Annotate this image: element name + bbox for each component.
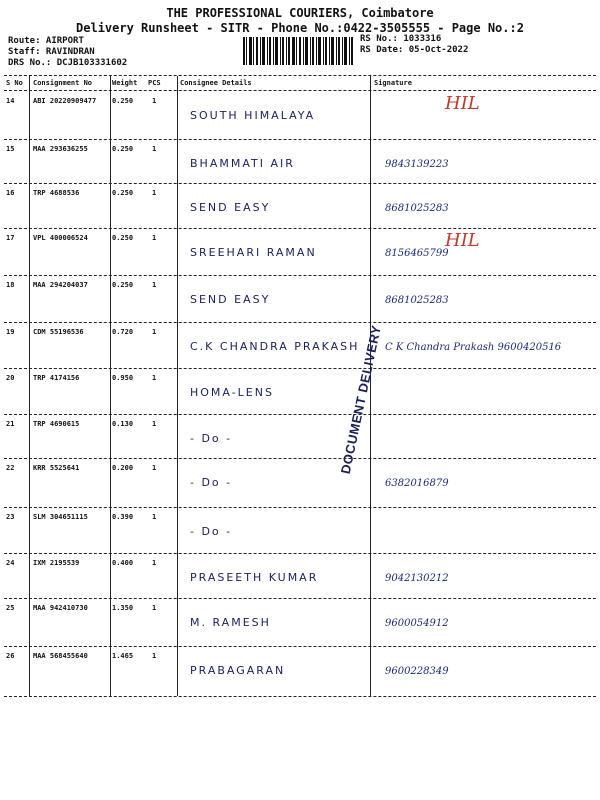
row-weight: 0.950 bbox=[112, 374, 134, 382]
row-weight: 0.200 bbox=[112, 464, 134, 472]
table-row bbox=[0, 281, 600, 321]
row-divider bbox=[4, 322, 596, 323]
row-weight: 0.250 bbox=[112, 145, 134, 153]
row-divider bbox=[4, 458, 596, 459]
row-pcs: 1 bbox=[152, 420, 157, 428]
row-consignment: CDM 55196536 bbox=[33, 328, 84, 336]
consignee-handwriting: SEND EASY bbox=[190, 293, 271, 306]
row-pcs: 1 bbox=[152, 234, 157, 242]
consignee-handwriting: - Do - bbox=[190, 476, 233, 489]
route-label: Route: AIRPORT bbox=[8, 36, 84, 46]
row-pcs: 1 bbox=[152, 559, 157, 567]
row-pcs: 1 bbox=[152, 145, 157, 153]
header-top-divider bbox=[4, 75, 596, 76]
table-row bbox=[0, 513, 600, 553]
signature-handwriting: C K Chandra Prakash 9600420516 bbox=[385, 342, 562, 353]
staff-label: Staff: RAVINDRAN bbox=[8, 47, 95, 57]
row-consignment: MAA 942410730 bbox=[33, 604, 88, 612]
row-consignment: KRR 5525641 bbox=[33, 464, 80, 472]
signature-handwriting: 8681025283 bbox=[385, 203, 449, 214]
row-consignment: VPL 400006524 bbox=[33, 234, 88, 242]
col-weight: Weight bbox=[112, 79, 138, 87]
meta-left bbox=[8, 36, 127, 69]
row-pcs: 1 bbox=[152, 513, 157, 521]
meta-right bbox=[360, 34, 468, 56]
runsheet-subtitle: Delivery Runsheet - SITR - Phone No.:0422-3505555 - Page No.:2 bbox=[76, 21, 524, 35]
document-delivery-stamp: DOCUMENT DELIVERY bbox=[337, 323, 384, 476]
row-divider bbox=[4, 228, 596, 229]
row-consignment: MAA 294204037 bbox=[33, 281, 88, 289]
row-sno: 21 bbox=[6, 420, 15, 428]
row-sno: 18 bbox=[6, 281, 15, 289]
row-divider bbox=[4, 139, 596, 140]
signature-handwriting: 9843139223 bbox=[385, 159, 449, 170]
row-sno: 22 bbox=[6, 464, 15, 472]
row-pcs: 1 bbox=[152, 281, 157, 289]
row-divider bbox=[4, 507, 596, 508]
table-row bbox=[0, 464, 600, 504]
row-pcs: 1 bbox=[152, 328, 157, 336]
row-weight: 0.390 bbox=[112, 513, 134, 521]
signature-handwriting: 9042130212 bbox=[385, 573, 449, 584]
consignee-handwriting: M. RAMESH bbox=[190, 616, 271, 629]
table-row bbox=[0, 559, 600, 599]
row-pcs: 1 bbox=[152, 97, 157, 105]
consignee-handwriting: PRASEETH KUMAR bbox=[190, 571, 319, 584]
rs-date: RS Date: 05-Oct-2022 bbox=[360, 45, 469, 55]
signature-handwriting: 8681025283 bbox=[385, 295, 449, 306]
consignee-handwriting: SOUTH HIMALAYA bbox=[190, 109, 316, 122]
col-consignee: Consignee Details bbox=[180, 79, 252, 87]
row-pcs: 1 bbox=[152, 189, 157, 197]
row-sno: 14 bbox=[6, 97, 15, 105]
row-divider bbox=[4, 696, 596, 697]
row-weight: 0.400 bbox=[112, 559, 134, 567]
row-weight: 0.250 bbox=[112, 97, 134, 105]
row-sno: 20 bbox=[6, 374, 15, 382]
table-row bbox=[0, 604, 600, 644]
company-title: THE PROFESSIONAL COURIERS, Coimbatore bbox=[166, 6, 434, 20]
row-divider bbox=[4, 275, 596, 276]
row-weight: 0.250 bbox=[112, 281, 134, 289]
consignee-handwriting: C.K CHANDRA PRAKASH bbox=[190, 340, 360, 353]
table-row bbox=[0, 93, 600, 137]
drs-label: DRS No.: DCJB103331602 bbox=[8, 58, 128, 68]
rs-number: RS No.: 1033316 bbox=[360, 34, 442, 44]
signature-handwriting: 8156465799 bbox=[385, 248, 449, 259]
consignee-handwriting: HOMA-LENS bbox=[190, 386, 274, 399]
row-divider bbox=[4, 553, 596, 554]
table-row bbox=[0, 328, 600, 368]
row-pcs: 1 bbox=[152, 374, 157, 382]
col-sno: S No bbox=[6, 79, 23, 87]
row-consignment: SLM 304651115 bbox=[33, 513, 88, 521]
signature-handwriting: 6382016879 bbox=[385, 478, 449, 489]
row-consignment: TRP 4690615 bbox=[33, 420, 80, 428]
table-row bbox=[0, 230, 600, 274]
red-hil-mark: HIL bbox=[445, 93, 480, 114]
consignee-handwriting: - Do - bbox=[190, 525, 233, 538]
row-divider bbox=[4, 646, 596, 647]
table-row bbox=[0, 652, 600, 692]
col-consignment: Consignment No bbox=[33, 79, 93, 87]
consignee-handwriting: BHAMMATI AIR bbox=[190, 157, 295, 170]
row-consignment: ABI 20220909477 bbox=[33, 97, 97, 105]
consignee-handwriting: SREEHARI RAMAN bbox=[190, 246, 317, 259]
row-weight: 1.350 bbox=[112, 604, 134, 612]
signature-handwriting: 9600228349 bbox=[385, 666, 449, 677]
row-sno: 26 bbox=[6, 652, 15, 660]
row-pcs: 1 bbox=[152, 604, 157, 612]
row-weight: 0.250 bbox=[112, 234, 134, 242]
row-divider bbox=[4, 368, 596, 369]
row-sno: 17 bbox=[6, 234, 15, 242]
row-weight: 0.720 bbox=[112, 328, 134, 336]
col-pcs: PCS bbox=[148, 79, 161, 87]
row-divider bbox=[4, 598, 596, 599]
row-sno: 15 bbox=[6, 145, 15, 153]
row-sno: 23 bbox=[6, 513, 15, 521]
row-divider bbox=[4, 414, 596, 415]
header-bottom-divider bbox=[4, 90, 596, 91]
row-consignment: TRP 4174156 bbox=[33, 374, 80, 382]
row-weight: 1.465 bbox=[112, 652, 134, 660]
row-sno: 19 bbox=[6, 328, 15, 336]
row-consignment: TRP 4688536 bbox=[33, 189, 80, 197]
row-divider bbox=[4, 183, 596, 184]
row-weight: 0.130 bbox=[112, 420, 134, 428]
barcode bbox=[243, 37, 353, 65]
row-pcs: 1 bbox=[152, 464, 157, 472]
row-sno: 24 bbox=[6, 559, 15, 567]
table-row bbox=[0, 145, 600, 185]
signature-handwriting: 9600054912 bbox=[385, 618, 449, 629]
row-consignment: IXM 2195539 bbox=[33, 559, 80, 567]
red-hil-mark: HIL bbox=[445, 230, 480, 251]
consignee-handwriting: - Do - bbox=[190, 432, 233, 445]
row-pcs: 1 bbox=[152, 652, 157, 660]
table-row bbox=[0, 189, 600, 229]
row-sno: 25 bbox=[6, 604, 15, 612]
table-row bbox=[0, 420, 600, 460]
row-consignment: MAA 293636255 bbox=[33, 145, 88, 153]
row-weight: 0.250 bbox=[112, 189, 134, 197]
table-row bbox=[0, 374, 600, 414]
col-signature: Signature bbox=[374, 79, 412, 87]
row-consignment: MAA 568455640 bbox=[33, 652, 88, 660]
consignee-handwriting: SEND EASY bbox=[190, 201, 271, 214]
consignee-handwriting: PRABAGARAN bbox=[190, 664, 286, 677]
row-sno: 16 bbox=[6, 189, 15, 197]
